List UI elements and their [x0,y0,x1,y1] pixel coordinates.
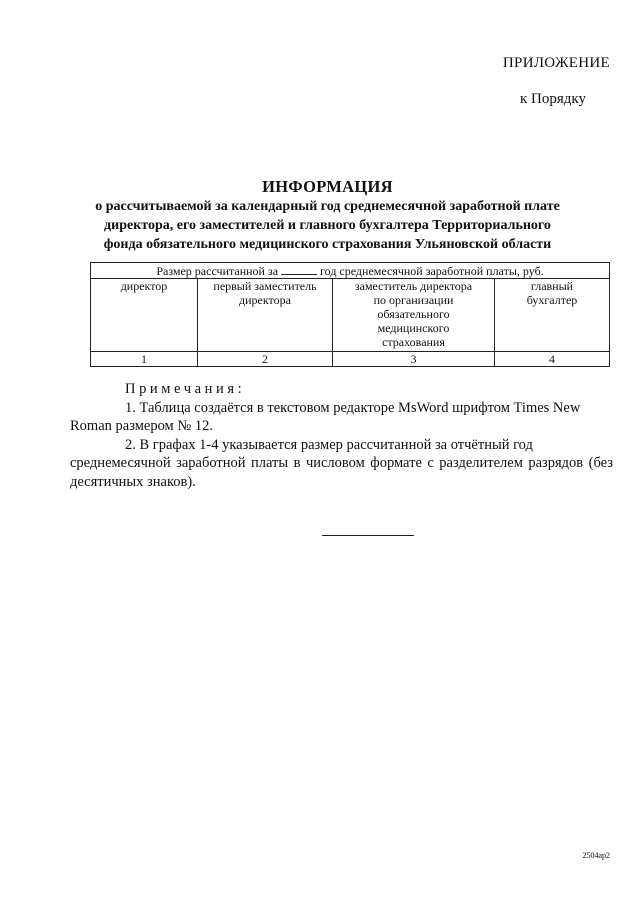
column-titles-row [91,279,610,352]
column-line: по организации [373,293,454,307]
appendix-reference: к Порядку [520,91,586,107]
column-numbers-row [91,352,610,367]
year-blank-field [281,264,317,275]
column-number: 1 [91,352,198,367]
column-deputy-insurance [333,279,495,352]
note-2-continuation: среднемесячной заработной платы в числовом формате с разделителем разрядов (без десятичных знаков). [70,455,613,490]
note-1-continuation: Roman размером № 12. [70,418,213,434]
column-line: бухгалтер [526,293,578,307]
column-number: 4 [495,352,610,367]
salary-info-table [90,262,610,367]
document-title: ИНФОРМАЦИЯ [262,177,393,196]
column-line: страхования [382,335,445,349]
table-header-row [91,263,610,279]
header-text-after: год среднемесячной заработной платы, руб. [320,264,544,278]
column-director [91,279,198,352]
column-line: медицинского [377,321,450,335]
column-chief-accountant [495,279,610,352]
document-code: 2504ар2 [582,851,610,860]
column-number: 3 [333,352,495,367]
column-first-deputy [198,279,333,352]
column-line: главный [530,279,574,293]
column-line: первый заместитель [213,279,317,293]
notes-heading: Примечания: [125,381,246,397]
header-text-before: Размер рассчитанной за [156,264,279,278]
notes-section [70,380,613,491]
column-line: директор [120,279,168,293]
subtitle-line-2: директора, его заместителей и главного бухгалтера Территориального [104,218,551,233]
appendix-title: ПРИЛОЖЕНИЕ [502,55,610,71]
subtitle-line-1: о рассчитываемой за календарный год среднемесячной заработной плате [95,199,560,214]
column-line: заместитель директора [354,279,473,293]
column-line: директора [239,293,291,307]
note-1-first-line: 1. Таблица создаётся в текстовом редакторе MsWord шрифтом Times New [125,399,581,416]
table-header-cell [91,263,610,279]
column-number: 2 [198,352,333,367]
closing-divider-line [322,535,414,536]
document-heading [60,177,595,254]
note-2-first-line: 2. В графах 1-4 указывается размер рассчитанной за отчётный год [125,436,533,453]
column-line: обязательного [377,307,450,321]
subtitle-line-3: фонда обязательного медицинского страхования Ульяновской области [103,237,552,252]
